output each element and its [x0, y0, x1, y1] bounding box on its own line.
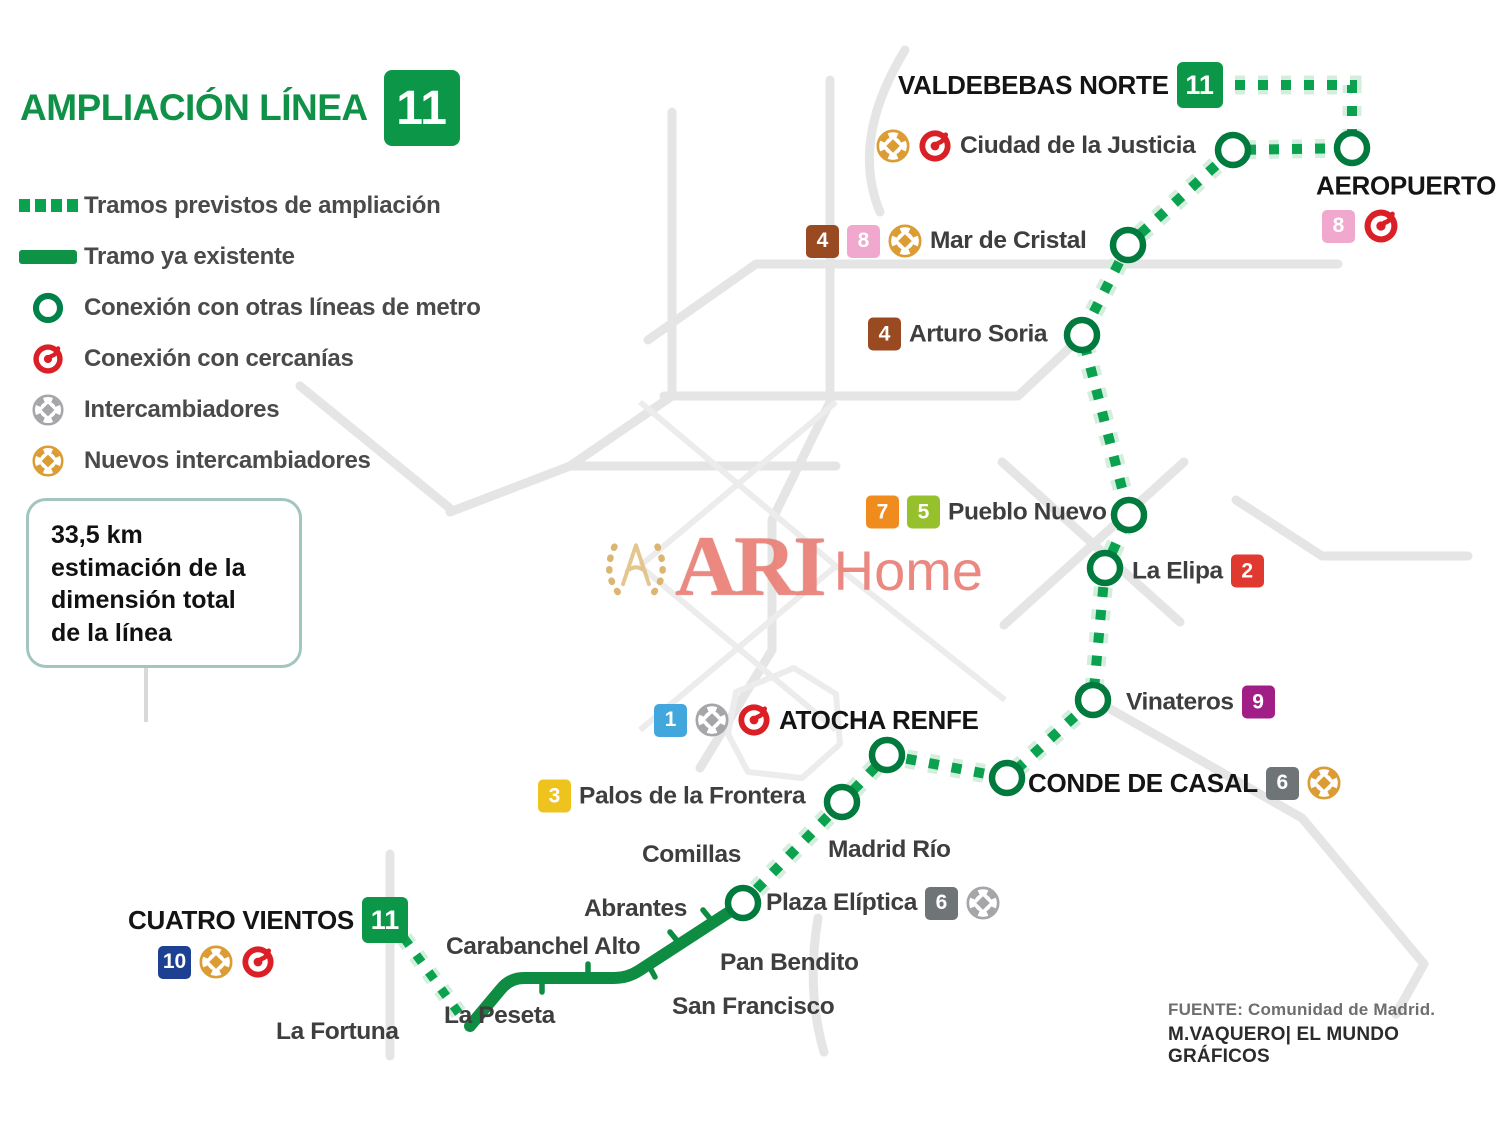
legend-item-metro-connection: Conexión con otras líneas de metro	[12, 282, 481, 333]
page-title-text: AMPLIACIÓN LÍNEA	[20, 87, 368, 128]
line-badge-4: 4	[806, 225, 839, 258]
line-badge-11: 11	[1177, 62, 1223, 108]
station-label-madrid-rio: Madrid Río	[828, 836, 951, 863]
watermark-brand: ARI	[674, 518, 824, 614]
source-credit: FUENTE: Comunidad de Madrid. M.VAQUERO| EL MUNDO GRÁFICOS	[1168, 1000, 1436, 1067]
new-interchange-icon	[32, 445, 64, 477]
line-badge-6: 6	[925, 887, 958, 920]
cercanias-icon	[241, 945, 275, 979]
station-node-arturo-soria	[1067, 320, 1097, 350]
station-label-valdebebas-norte: VALDEBEBAS NORTE 11	[898, 62, 1223, 108]
station-node-la-elipa	[1090, 553, 1120, 583]
legend-item-interchanges: Intercambiadores	[12, 384, 481, 435]
line-badge-5: 5	[907, 496, 940, 529]
station-label-la-elipa: La Elipa 2	[1132, 555, 1264, 588]
new-interchange-icon	[888, 224, 922, 258]
legend	[12, 180, 481, 486]
station-node-mar-de-cristal	[1113, 230, 1143, 260]
line-badge-9: 9	[1242, 686, 1275, 719]
legend-item-existing: Tramo ya existente	[12, 231, 481, 282]
line-11-title-badge: 11	[384, 70, 460, 146]
station-label-aeropuerto: AEROPUERTO	[1316, 170, 1496, 201]
cercanias-icon	[918, 129, 952, 163]
line-badge-7: 7	[866, 496, 899, 529]
line-badge-8: 8	[1322, 210, 1355, 243]
line-badge-3: 3	[538, 780, 571, 813]
station-badges-cuatro-vientos	[158, 945, 275, 979]
line-badge-2: 2	[1231, 555, 1264, 588]
station-node-palos-de-la-frontera	[827, 787, 857, 817]
station-label-palos-de-la-frontera: 3 Palos de la Frontera	[538, 780, 805, 813]
interchange-icon	[695, 703, 729, 737]
new-interchange-icon	[199, 945, 233, 979]
cercanias-icon	[1363, 208, 1399, 244]
station-node-atocha-renfe	[872, 740, 902, 770]
legend-item-new-interchanges: Nuevos intercambiadores	[12, 435, 481, 486]
station-label-ciudad-de-la-justicia: Ciudad de la Justicia	[876, 129, 1195, 163]
interchange-icon	[966, 886, 1000, 920]
line-badge-8: 8	[847, 225, 880, 258]
legend-item-planned: Tramos previstos de ampliación	[12, 180, 481, 231]
station-label-carabanchel-alto: Carabanchel Alto	[446, 933, 641, 960]
legend-item-cercanias: Conexión con cercanías	[12, 333, 481, 384]
interchange-icon	[32, 394, 64, 426]
watermark-suffix: Home	[833, 539, 984, 602]
station-label-pan-bendito: Pan Bendito	[720, 949, 859, 976]
line-badge-1: 1	[654, 704, 687, 737]
station-node-ciudad-de-la-justicia	[1218, 135, 1248, 165]
station-label-comillas: Comillas	[642, 841, 741, 868]
station-badges-aeropuerto	[1322, 208, 1399, 244]
station-label-cuatro-vientos: CUATRO VIENTOS 11	[128, 897, 408, 943]
station-label-conde-de-casal: CONDE DE CASAL 6	[1028, 766, 1341, 800]
line-badge-10: 10	[158, 946, 191, 979]
station-label-atocha-renfe: 1 ATOCHA RENFE	[654, 703, 979, 737]
station-label-la-peseta: La Peseta	[444, 1002, 555, 1029]
solid-line-swatch	[12, 250, 84, 264]
page-title	[20, 70, 460, 146]
station-label-arturo-soria: 4 Arturo Soria	[868, 318, 1047, 351]
cercanias-icon	[32, 343, 64, 375]
new-interchange-icon	[876, 129, 910, 163]
station-label-pueblo-nuevo: 7 5 Pueblo Nuevo	[866, 496, 1107, 529]
line-badge-4: 4	[868, 318, 901, 351]
station-node-pueblo-nuevo	[1114, 500, 1144, 530]
station-label-vinateros: Vinateros 9	[1126, 686, 1275, 719]
station-label-la-fortuna: La Fortuna	[276, 1018, 399, 1045]
line-badge-6: 6	[1266, 767, 1299, 800]
line-badge-11: 11	[362, 897, 408, 943]
cercanias-icon	[737, 703, 771, 737]
new-interchange-icon	[1307, 766, 1341, 800]
length-info-box: 33,5 km estimación de la dimensión total de la línea	[26, 498, 302, 668]
station-node-plaza-eliptica	[728, 888, 758, 918]
station-node-vinateros	[1078, 685, 1108, 715]
metro-connection-icon	[32, 292, 64, 324]
station-label-mar-de-cristal: 4 8 Mar de Cristal	[806, 224, 1086, 258]
dotted-line-swatch	[12, 199, 84, 212]
station-label-abrantes: Abrantes	[584, 895, 687, 922]
station-node-conde-de-casal	[992, 763, 1022, 793]
station-label-plaza-eliptica: Plaza Elíptica 6	[766, 886, 1000, 920]
station-label-san-francisco: San Francisco	[672, 993, 835, 1020]
station-node-aeropuerto	[1337, 133, 1367, 163]
